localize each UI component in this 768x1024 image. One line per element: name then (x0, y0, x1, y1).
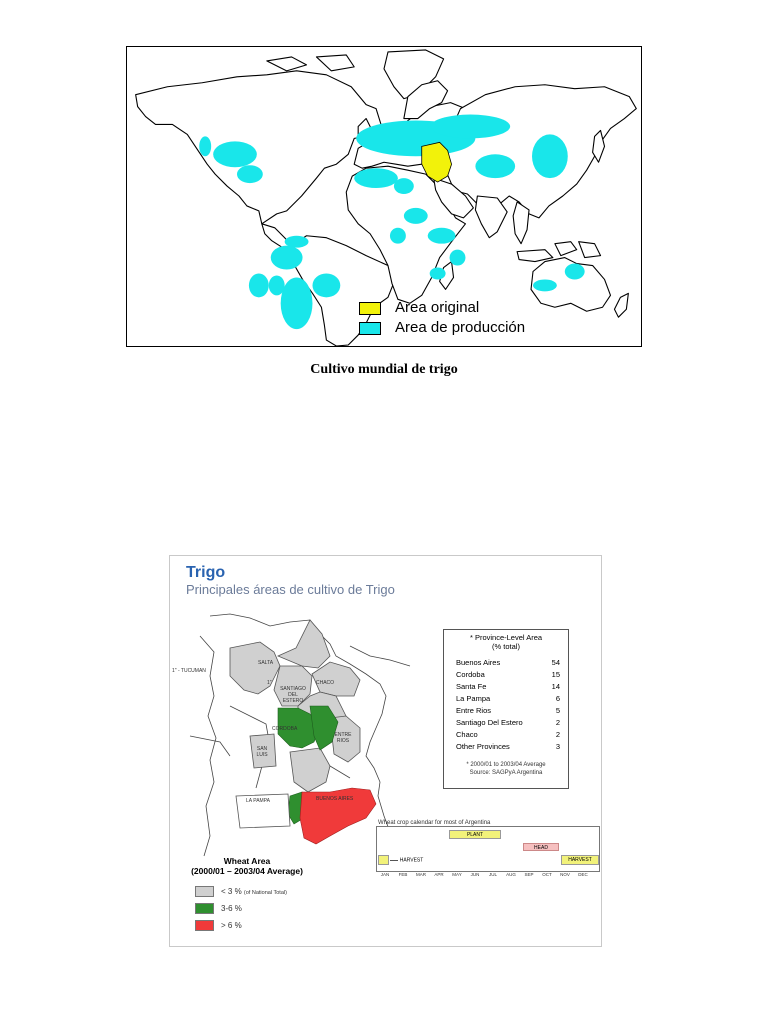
calendar-month: JAN (380, 872, 390, 877)
province-value: 5 (555, 706, 560, 715)
province-value: 2 (555, 718, 560, 727)
calendar-month: AUG (506, 872, 516, 877)
legend-swatch-high (195, 920, 214, 931)
province-name: Cordoba (456, 670, 485, 679)
calendar-month: DEC (578, 872, 588, 877)
world-wheat-map (126, 46, 642, 347)
province-area-table (443, 629, 569, 789)
legend-label-mid: 3-6 % (221, 904, 242, 913)
footnote-source: Source: SAGPyA Argentina (469, 770, 543, 776)
province-table-footnote (444, 761, 568, 777)
footnote-average: * 2000/01 to 2003/04 Average (466, 762, 546, 768)
map-label-cordoba: CORDOBA (272, 726, 298, 732)
province-row (456, 718, 560, 730)
map-label-chaco: CHACO (316, 680, 335, 686)
figure-title: Trigo (186, 564, 226, 581)
map-label-salta: SALTA (258, 660, 274, 666)
harvest-arrow (390, 860, 398, 861)
map-label-entre-rios: ENTRE RIOS (334, 732, 352, 744)
legend-row-original (359, 299, 539, 319)
figure-caption: Cultivo mundial de trigo (310, 362, 458, 377)
legend-label-low (221, 887, 287, 896)
wheat-area-period: (2000/01 – 2003/04 Average) (191, 866, 303, 876)
province-salta-gray (230, 642, 280, 694)
province-value: 6 (555, 694, 560, 703)
calendar-bar-plant: PLANT (449, 830, 501, 839)
legend-label-production: Area de producción (395, 319, 526, 336)
calendar-month: FEB (398, 872, 408, 877)
calendar-month: MAY (452, 872, 462, 877)
map-label-la-pampa: LA PAMPA (246, 798, 270, 804)
legend-row-production (359, 319, 539, 339)
calendar-bar-harvest-right: HARVEST (561, 855, 599, 865)
figure-subtitle: Principales áreas de cultivo de Trigo (186, 582, 395, 597)
calendar-bar-harvest-left (378, 855, 428, 865)
crop-calendar-title: Wheat crop calendar for most of Argentina (378, 820, 491, 826)
province-row (456, 682, 560, 694)
calendar-month: OCT (542, 872, 552, 877)
province-table-heading: * Province-Level Area (469, 633, 543, 642)
province-row (456, 694, 560, 706)
province-value: 3 (555, 742, 560, 751)
province-row (456, 658, 560, 670)
calendar-bar-head: HEAD (523, 843, 559, 851)
calendar-month: SEP (524, 872, 534, 877)
province-table-subheading: (% total) (492, 642, 520, 651)
legend-label-low-note: (of National Total) (243, 890, 287, 896)
map-label-tucuman: 1" - TUCUMAN (172, 668, 206, 674)
map-label-san-luis: SAN LUIS (256, 746, 268, 758)
province-name: Entre Rios (456, 706, 492, 715)
province-name: Santa Fe (456, 682, 487, 691)
calendar-month: NOV (560, 872, 570, 877)
province-value: 15 (551, 670, 560, 679)
legend-swatch-production (359, 322, 381, 335)
province-name: Chaco (456, 730, 478, 739)
world-map-legend (359, 299, 539, 339)
province-name: La Pampa (456, 694, 491, 703)
legend-label-low-text: < 3 % (221, 887, 242, 896)
province-name: Santiago Del Estero (456, 718, 523, 727)
province-row (456, 730, 560, 742)
legend-label-high: > 6 % (221, 921, 242, 930)
legend-label-original: Area original (395, 299, 480, 316)
legend-swatch-mid (195, 903, 214, 914)
map-label-one: 1" (267, 680, 272, 686)
calendar-month: MAR (416, 872, 426, 877)
province-value: 2 (555, 730, 560, 739)
map-label-buenos-aires: BUENOS AIRES (316, 796, 354, 802)
crop-calendar (376, 826, 600, 872)
province-value: 14 (551, 682, 560, 691)
calendar-month: JUN (470, 872, 480, 877)
province-table-title (444, 633, 568, 651)
map-label-santiago: SANTIAGO DEL ESTERO (280, 686, 306, 704)
province-name: Other Provinces (456, 742, 510, 751)
legend-swatch-low (195, 886, 214, 897)
province-row (456, 670, 560, 682)
legend-swatch-original (359, 302, 381, 315)
province-name: Buenos Aires (456, 658, 501, 667)
wheat-area-legend-title (182, 856, 312, 876)
argentina-wheat-figure (169, 555, 602, 947)
calendar-month: APR (434, 872, 444, 877)
wheat-area-title: Wheat Area (223, 856, 271, 866)
province-value: 54 (551, 658, 560, 667)
province-row (456, 742, 560, 754)
calendar-month: JUL (488, 872, 497, 877)
province-row (456, 706, 560, 718)
harvest-left-label: HARVEST (399, 857, 424, 864)
harvest-left-swatch (378, 855, 389, 865)
